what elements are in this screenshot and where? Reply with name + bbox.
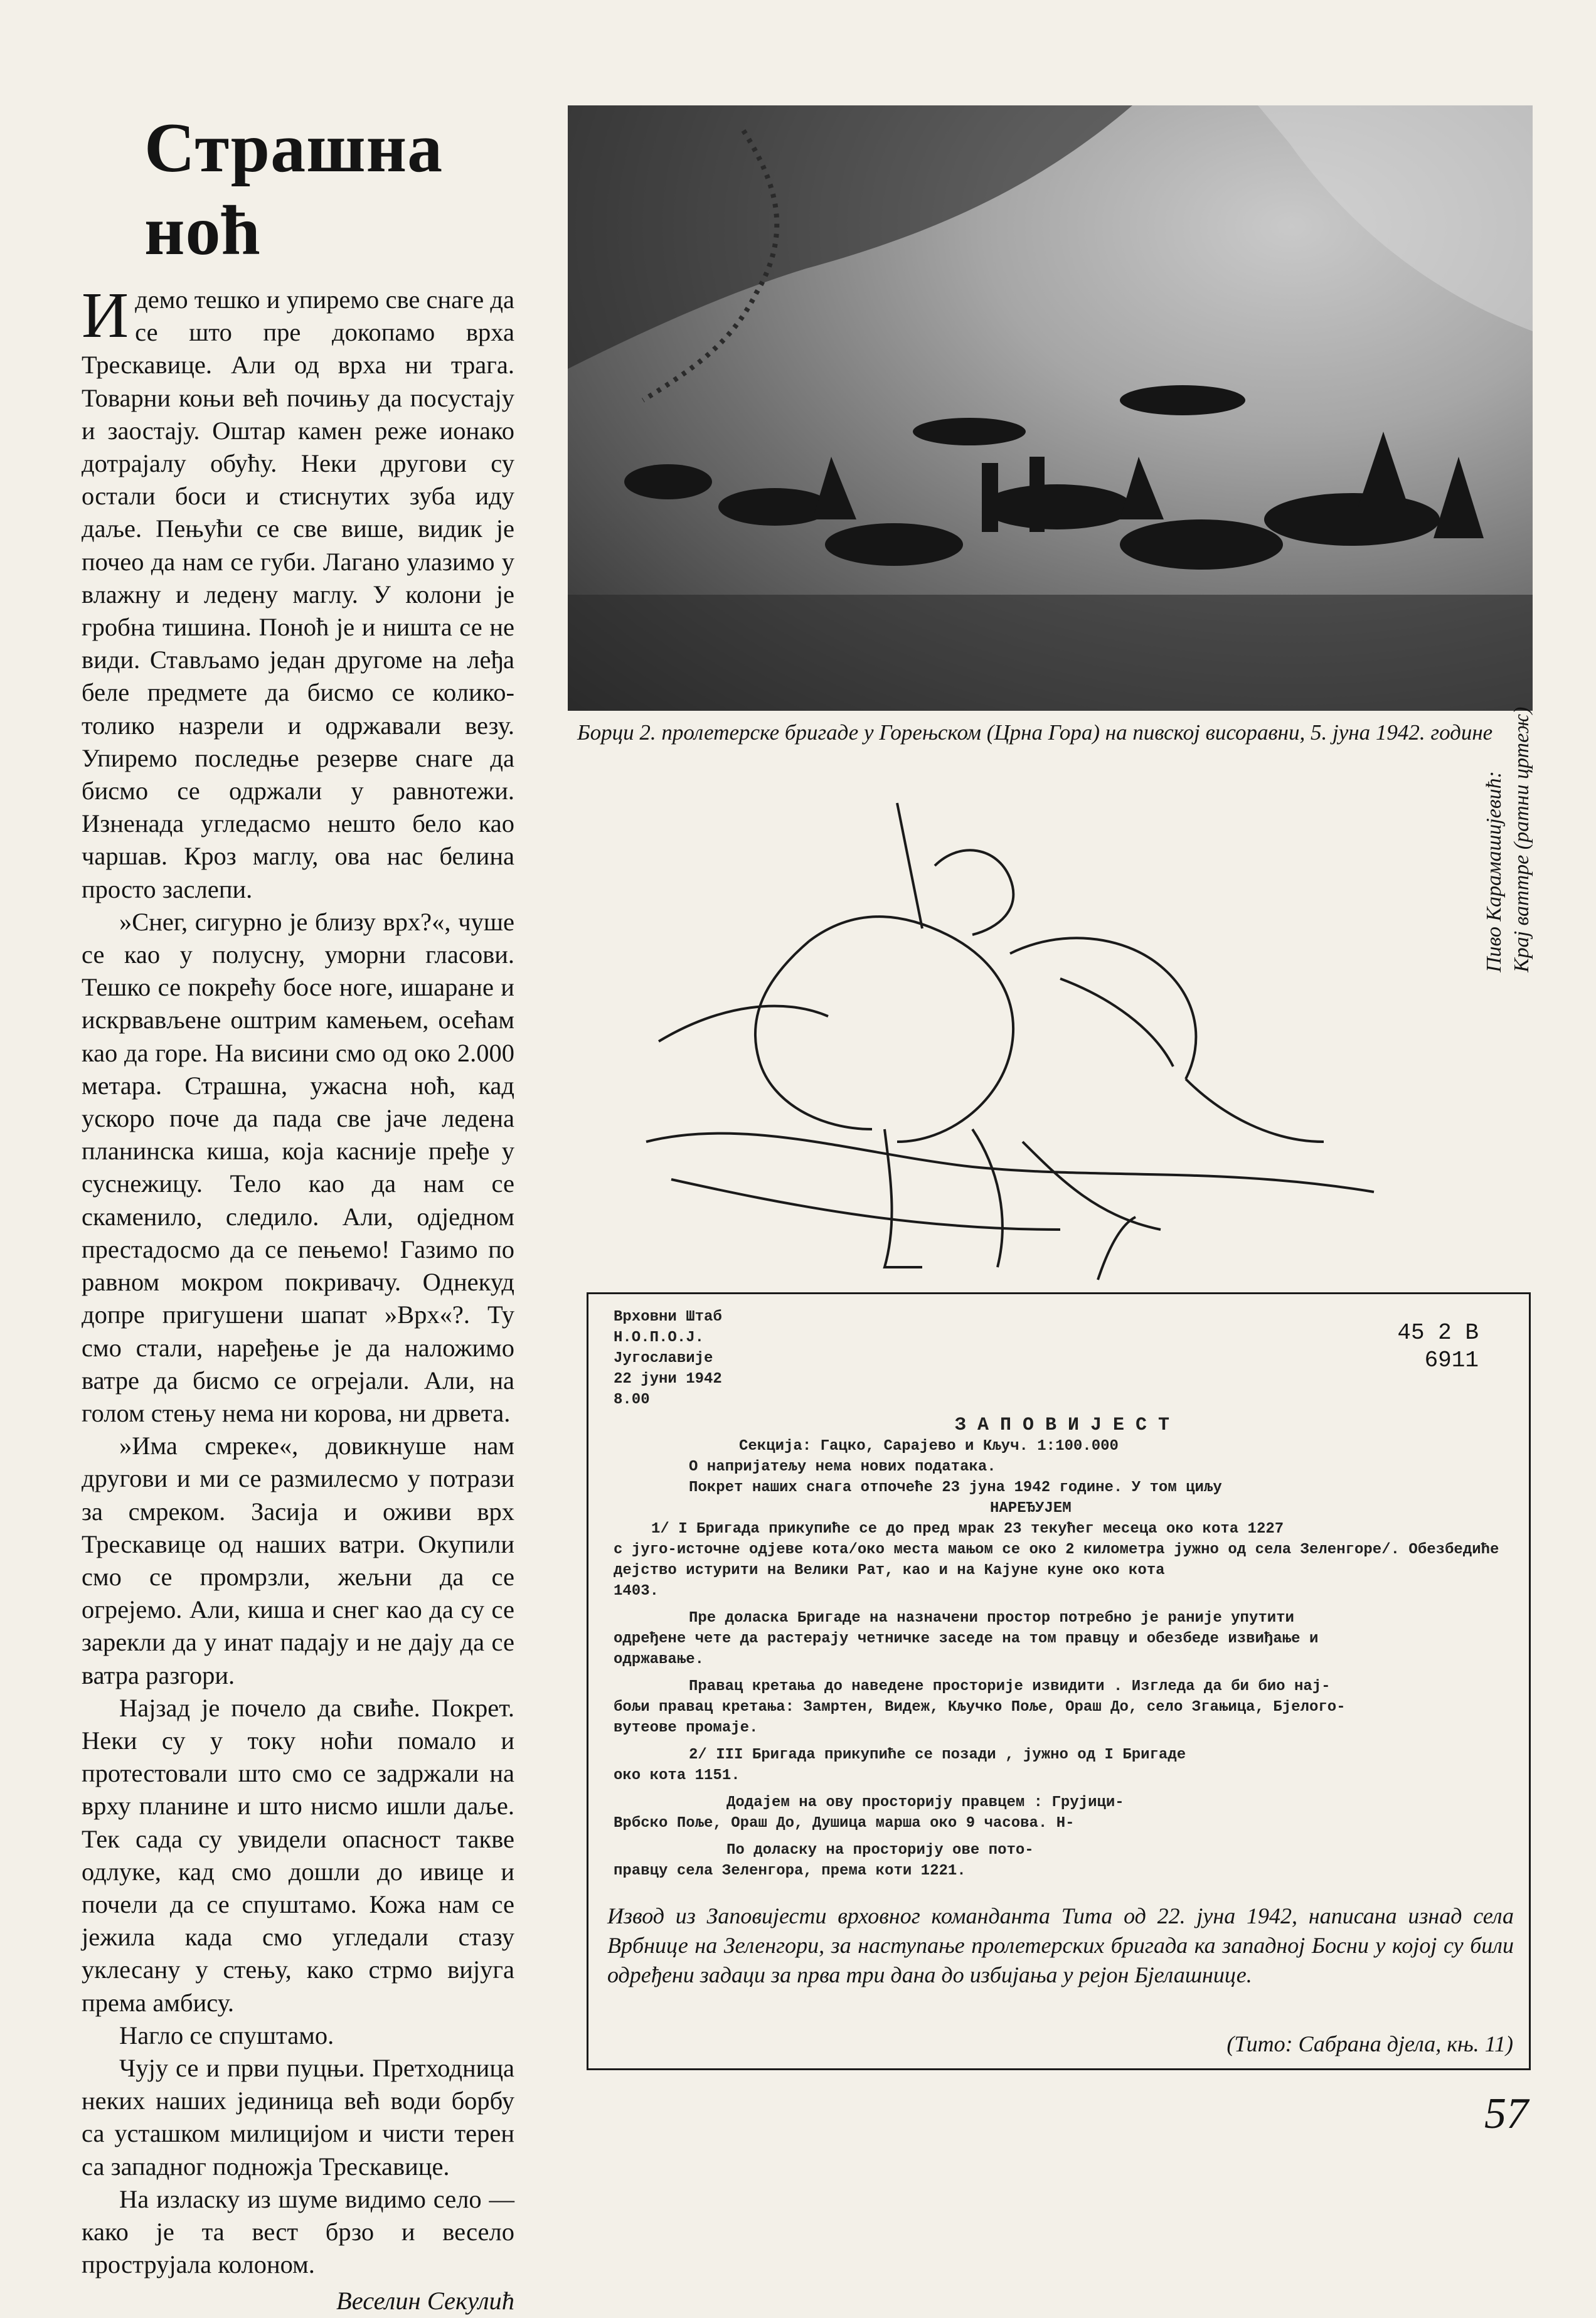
photo-caption: Борци 2. пролетерске бригаде у Горењском (Црна Гора) на пивској висоравни, 5. јуна 1942. године xyxy=(577,720,1493,745)
sketch-drawing xyxy=(621,790,1399,1305)
document-line: вутеове промаје. xyxy=(614,1720,758,1736)
article-paragraph: Најзад је почело да свиће. Покрет. Неки су у току ноћи помало и протестовали што смо се задржали на врху планине и што нисмо ишли даље. Тек сада су увидели опасност такве одлуке, кад смо дошли до ивице и почели да се спуштамо. Кожа нам се јежила када смо угледали стазу уклесану у стењу, како стрмо вијуга према амбису. xyxy=(82,1693,514,2017)
article-author: Веселин Секулић xyxy=(336,2287,514,2315)
document-stamp xyxy=(1397,1319,1479,1374)
document-line: бољи правац кретања: Замртен, Видеж, Кључко Поље, Ораш До, село Згањица, Бјелого- xyxy=(614,1699,1346,1716)
sketch-credit-line-1: Пиво Карамашијевић: xyxy=(1482,771,1506,972)
document-stamp-line-1: 45 2 B xyxy=(1397,1320,1479,1346)
document-line: 2/ III Бригада прикупиће се позади , јужно од I Бригаде xyxy=(689,1746,1186,1763)
document-line: О напријатељу нема нових података. xyxy=(689,1459,996,1475)
document-line: Пре доласка Бригаде на назначени простор потребно је раније упутити xyxy=(689,1610,1294,1627)
document-title: З А П О В И Ј Е С Т xyxy=(954,1415,1170,1436)
sketch-ink-lines xyxy=(621,790,1399,1305)
article-title-line-2: ноћ xyxy=(144,192,261,270)
document-line: правцу села Зеленгора, према коти 1221. xyxy=(614,1863,966,1879)
article-paragraph: Нагло се спуштамо. xyxy=(119,2021,334,2050)
document-line: с југо-источне одјеве кота/око места мањом се око 2 километра јужно од села Зеленгоре/. Обезбедиће дејство истурити на Велики Рат, као и на Кајуне куне око кота xyxy=(614,1541,1499,1579)
article-paragraph: На изласку из шуме видимо село — како је та вест брзо и весело прострујала колоном. xyxy=(82,2184,514,2279)
document-header-line: 22 јуни 1942 xyxy=(614,1371,722,1388)
document-stamp-line-2: 6911 xyxy=(1424,1348,1479,1373)
document-line: 1403. xyxy=(614,1583,659,1600)
sketch-credit xyxy=(1481,684,1536,972)
article-body xyxy=(82,279,514,2318)
document-source: (Тито: Сабрана дјела, књ. 11) xyxy=(1226,2031,1513,2056)
document-map-line: Секција: Гацко, Сарајево и Кључ. 1:100.000 xyxy=(739,1438,1119,1455)
document-line: око кота 1151. xyxy=(614,1767,740,1784)
document-header-line: Југославије xyxy=(614,1350,713,1367)
article-title-line-1: Страшна xyxy=(144,109,444,187)
document-line: Врбско Поље, Ораш До, Душица марша око 9 часова. Н- xyxy=(614,1815,1075,1832)
document-line: 1/ I Бригада прикупиће се до пред мрак 23 текућег месеца око кота 1227 xyxy=(651,1521,1284,1538)
document-facsimile xyxy=(587,1292,1531,2070)
document-header-line: Н.О.П.О.Ј. xyxy=(614,1329,705,1346)
document-text xyxy=(614,1307,1511,1881)
document-header-line: 8.00 xyxy=(614,1391,650,1408)
page-number: 57 xyxy=(1484,2090,1528,2138)
sketch-credit-line-2: Крај ваттре (ратни цртеж) xyxy=(1510,706,1533,972)
document-line: Покрет наших снага отпочеће 23 јуна 1942 године. У том циљу xyxy=(689,1479,1222,1496)
document-line: Правац кретања до наведене просторије извидити . Изгледа да би био нај- xyxy=(689,1678,1331,1695)
article-paragraph: Идемо тешко и упиремо све снаге да се што пре докопамо врха Трескавице. Али од врха ни трага. Товарни коњи већ почињу да посустају и заостају. Оштар камен реже ионако дотрајалу обућу. Неки другови су остали боси и стиснутих зуба иду даље. Пењући се све више, видик је почео да нам се губи. Лагано улазимо у влажну и ледену маглу. У колони је гробна тишина. Поноћ је и ништа се не види. Стављамо један другоме на леђа беле предмете да бисмо се колико-толико назрели и одржавали везу. Упиремо последње резерве снаге да бисмо се одржали у равнотежи. Изненада угледасмо нешто бело као чаршав. Кроз маглу, ова нас белина просто заслепи. xyxy=(82,279,514,903)
article-paragraph: Чују се и први пуцњи. Претходница неких наших јединица већ води борбу са усташком милицијом и чисти терен са западног подножја Трескавице. xyxy=(82,2053,514,2181)
photo-illustration xyxy=(568,105,1533,711)
document-line: НАРЕЂУЈЕМ xyxy=(990,1500,1072,1517)
photo-partisans-on-hillside xyxy=(568,105,1533,711)
document-line: По доласку на просторију ове пото- xyxy=(726,1842,1034,1859)
article-title xyxy=(144,107,521,272)
document-line: одређене чете да растерају четничке заседе на том правцу и обезбеде извиђање и xyxy=(614,1630,1319,1647)
document-caption: Извод из Заповијести врховног команданта Тита од 22. јуна 1942, написана изнад села Врбнице на Зеленгори, за наступање пролетерских бригада ка западној Босни у којој су били одређени задаци за прва три дана до избијања у рејон Бјелашнице. xyxy=(607,1903,1514,1987)
document-line: Додајем на ову просторију правцем : Грујици- xyxy=(726,1794,1124,1811)
document-header-line: Врховни Штаб xyxy=(614,1309,722,1326)
document-line: одржавање. xyxy=(614,1651,705,1668)
article-paragraph: »Снег, сигурно је близу врх?«, чуше се као у полусну, уморни гласови. Тешко се покрећу босе ноге, ишаране и искрвављене оштрим камењем, осећам као да горе. На висини смо од око 2.000 метара. Страшна, ужасна ноћ, кад ускоро поче да пада све јаче ледена планинска киша, која касније пређе у суснежицу. Тело као да нам се скаменило, следило. Али, одједном престадосмо да се пењемо! Газимо по равном мокром покривачу. Однекуд допре пригушени шапат »Врх«?. Ту смо стали, наређење је да наложимо ватре да бисмо се огрејали. Али, на голом стењу нема ни корова, ни дрвета. xyxy=(82,907,514,1427)
dropcap: И xyxy=(82,279,129,351)
article-paragraph: »Има смреке«, довикнуше нам другови и ми се размилесмо у потрази за смреком. Засија и оживи врх Трескавице од наших ватри. Окупили смо се промрзли, жељни да се огрејемо. Али, киша и снег као да су се зарекли да у инат падају и не дају да се ватра разгори. xyxy=(82,1432,514,1689)
